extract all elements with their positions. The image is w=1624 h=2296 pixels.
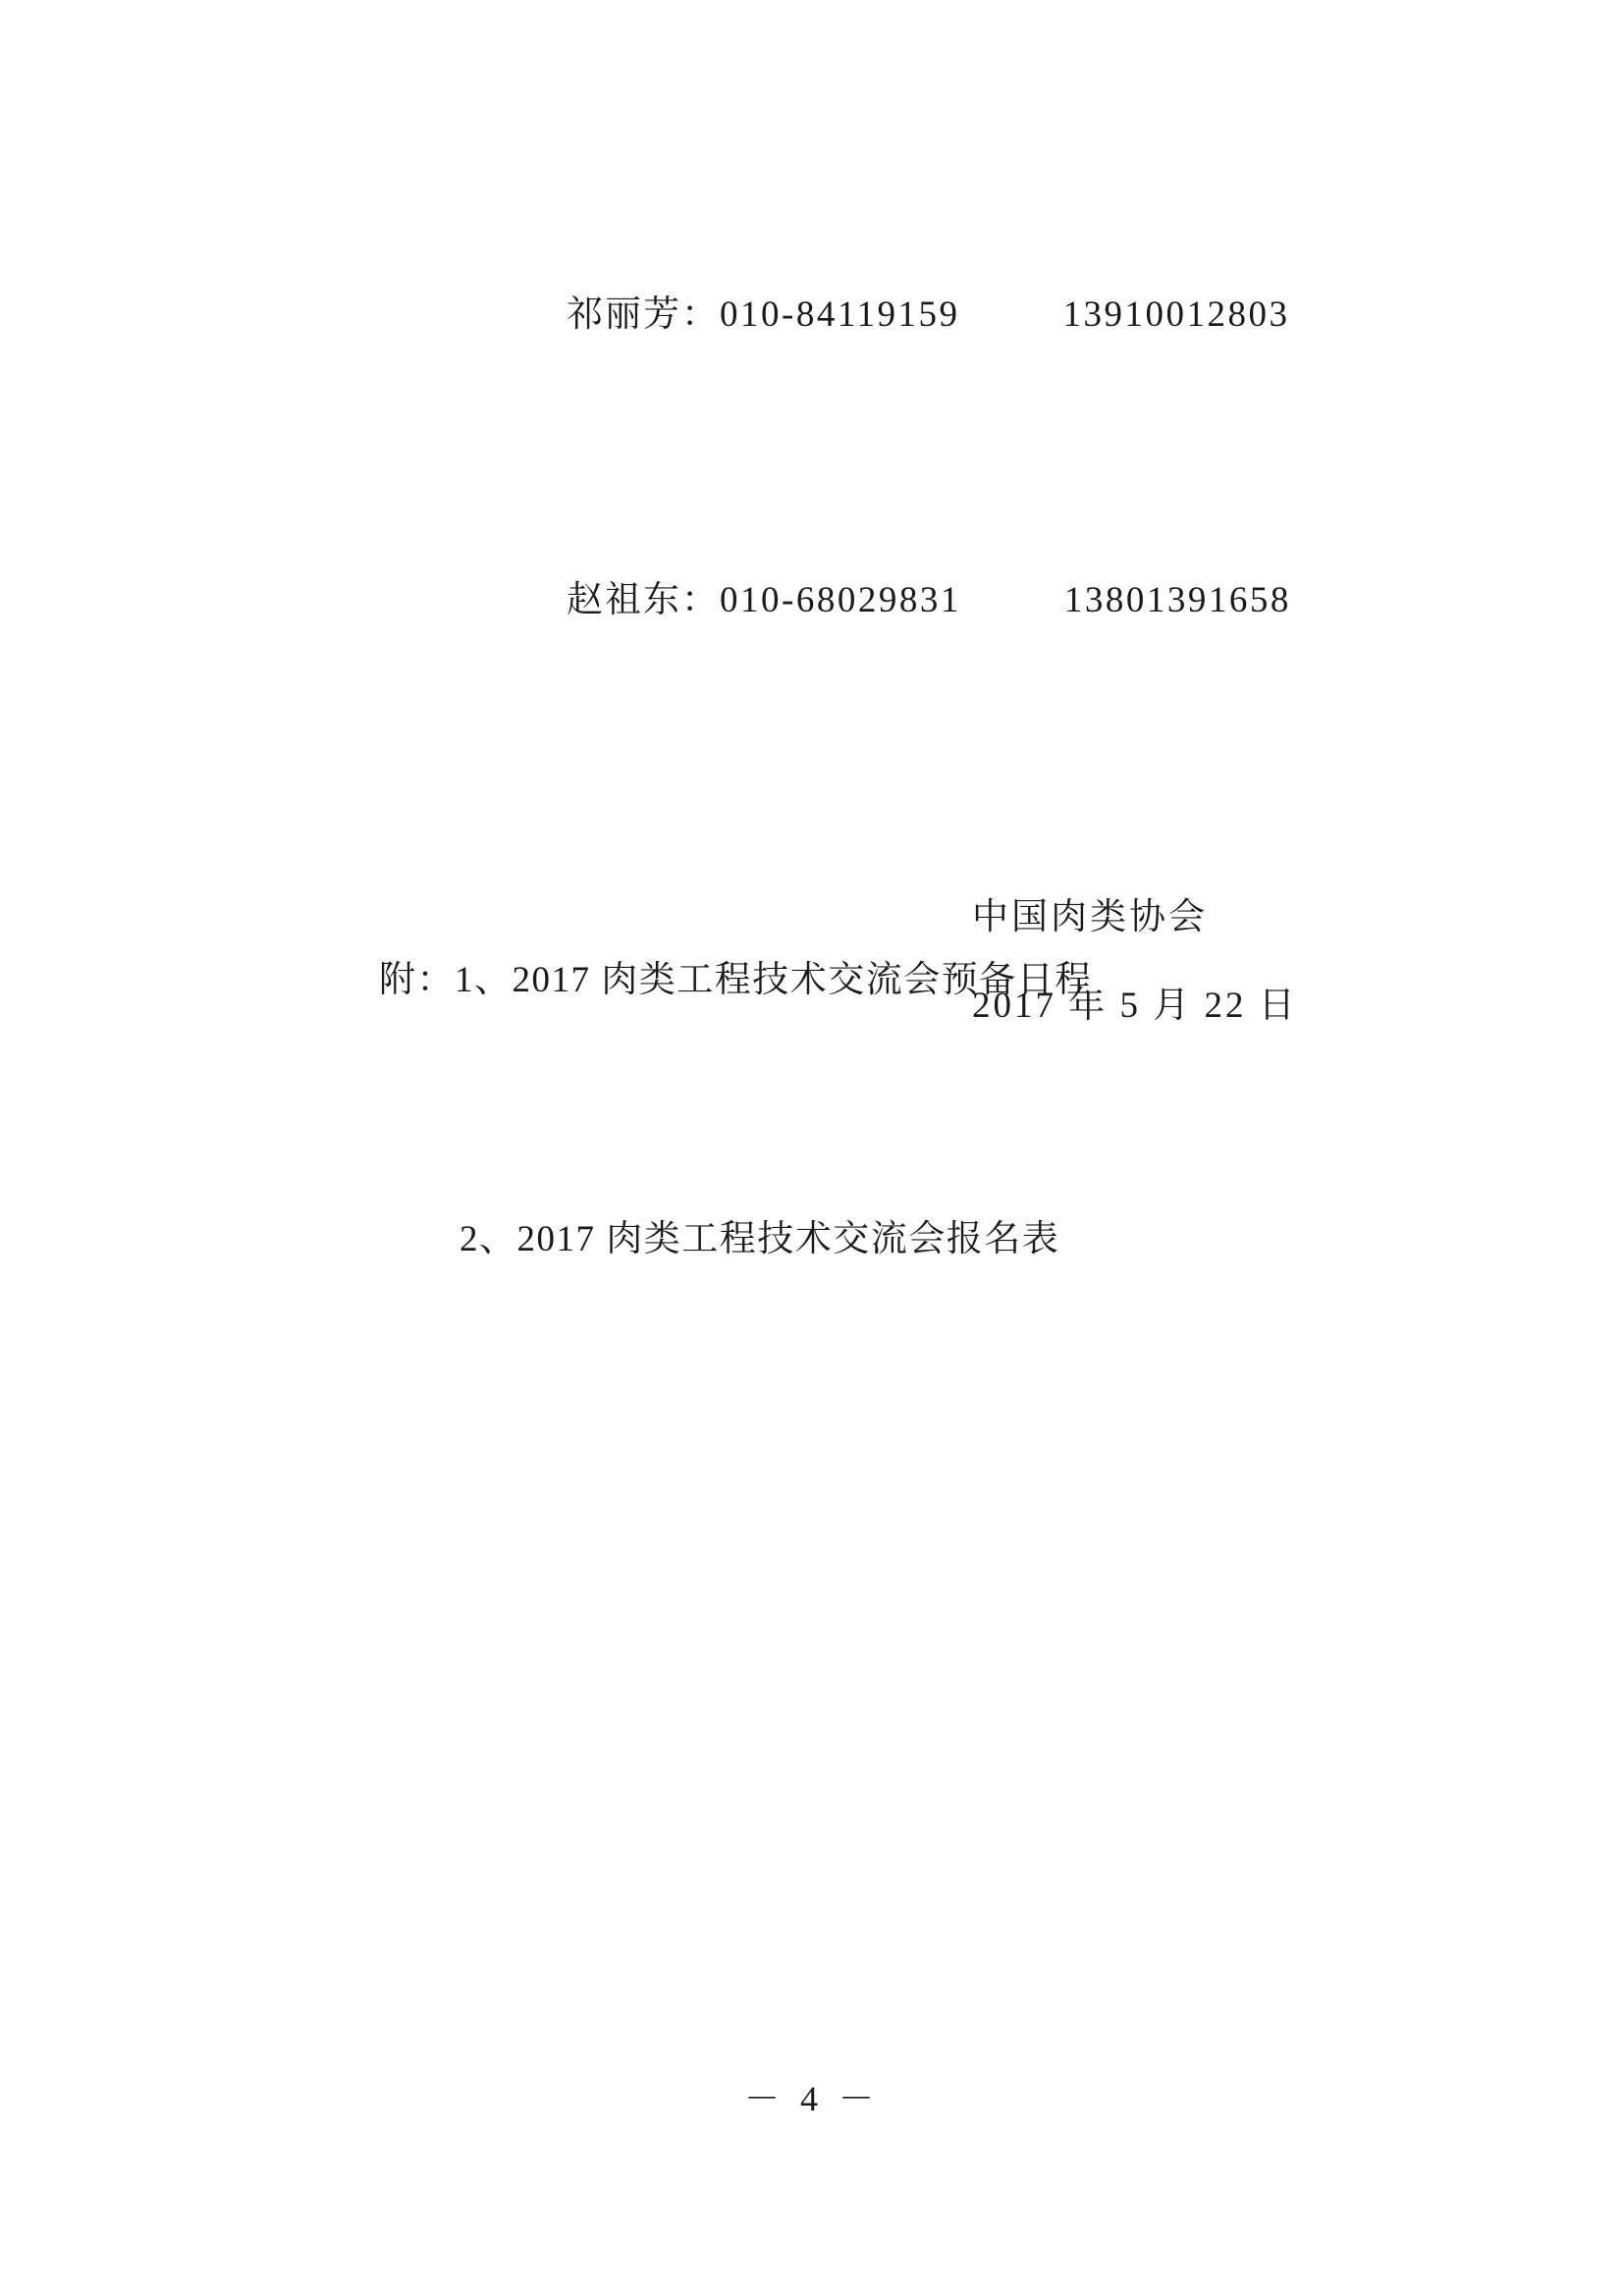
signature-date: 2017 年 5 月 22 日 [972, 986, 1298, 1026]
attachment-item: 1、2017 肉类工程技术交流会预备日程 [455, 960, 1093, 1000]
page-number: － 4 － [743, 2079, 880, 2118]
contact-row [295, 172, 1345, 457]
contact-name: 赵祖东： [567, 580, 720, 620]
contact-office-phone: 010-84119159 [720, 294, 960, 335]
contact-mobile-phone: 13910012803 [1062, 294, 1290, 335]
signature-organization: 中国肉类协会 [972, 897, 1208, 937]
attachment-item: 2、2017 肉类工程技术交流会报名表 [460, 1219, 1060, 1259]
contact-mobile-phone: 13801391658 [1063, 580, 1291, 620]
contact-name: 祁丽芳： [567, 294, 720, 335]
attachment-label: 附： [379, 960, 455, 1000]
contact-row [295, 457, 1345, 743]
document-body [295, 172, 1345, 1369]
contact-office-phone: 010-68029831 [720, 580, 961, 620]
contact-list [295, 172, 1345, 743]
signature-block [972, 874, 1384, 1050]
attachment-row [295, 1110, 1345, 1369]
